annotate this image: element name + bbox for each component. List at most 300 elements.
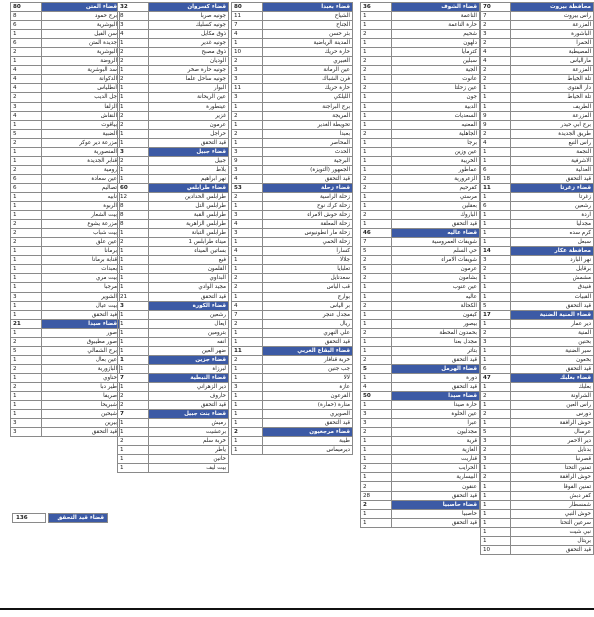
table-row: [11, 120, 120, 129]
row-count: 1: [481, 319, 511, 328]
row-location: سن الفيل: [42, 30, 120, 39]
row-location: الكحالة: [392, 301, 480, 310]
section-header: [118, 147, 229, 156]
district-table: [10, 2, 120, 437]
row-count: 2: [11, 382, 42, 391]
section-total: 80: [232, 3, 263, 12]
row-location: طرابلس الحدادين: [149, 192, 229, 201]
row-count: 3: [232, 93, 263, 102]
row-count: 2: [232, 129, 263, 138]
row-count: 2: [11, 165, 42, 174]
table-row: [361, 192, 480, 201]
table-row: [11, 401, 120, 410]
row-location: بر الياس: [263, 301, 353, 310]
row-location: جونيه صربا: [149, 12, 229, 21]
table-row: [118, 192, 229, 201]
row-location: تمنين الفوقا: [511, 482, 594, 491]
row-count: 1: [361, 165, 392, 174]
column-3: [231, 2, 353, 455]
row-count: 1: [361, 202, 392, 211]
row-count: 1: [361, 93, 392, 102]
row-count: 3: [232, 229, 263, 238]
table-row: [118, 346, 229, 355]
table-row: [361, 84, 480, 93]
table-row: [11, 220, 120, 229]
row-location: المزرعة: [511, 21, 594, 30]
section-total: 11: [481, 183, 511, 192]
table-row: [361, 48, 480, 57]
table-row: [232, 274, 353, 283]
row-count: 1: [232, 364, 263, 373]
table-row: [481, 30, 594, 39]
row-count: 1: [481, 211, 511, 220]
row-location: ذوق مكايل: [149, 30, 229, 39]
row-count: 1: [118, 265, 149, 274]
table-row: [232, 410, 353, 419]
row-count: 1: [361, 120, 392, 129]
table-row: [118, 382, 229, 391]
row-location: المنصورية: [42, 147, 120, 156]
table-row: [232, 229, 353, 238]
row-location: منارة (حمارة): [263, 401, 353, 410]
row-count: 1: [11, 401, 42, 410]
row-location: قيد التحقق: [511, 301, 594, 310]
row-location: قيد التحقق: [392, 220, 480, 229]
row-location: عينطورة: [149, 102, 229, 111]
row-location: البيسارية: [392, 473, 480, 482]
table-row: [481, 147, 594, 156]
row-count: 2: [11, 364, 42, 373]
row-count: 2: [361, 30, 392, 39]
section-title: قضاء بعلبك: [511, 373, 594, 382]
table-row: [481, 75, 594, 84]
row-location: زحلة الراسية: [263, 192, 353, 201]
table-row: [11, 229, 120, 238]
row-count: 1: [11, 247, 42, 256]
table-row: [232, 84, 353, 93]
table-row: [361, 274, 480, 283]
table-row: [11, 102, 120, 111]
row-count: 1: [118, 138, 149, 147]
row-location: حناوي: [42, 373, 120, 382]
section-header: [118, 373, 229, 382]
row-count: 2: [118, 156, 149, 165]
row-count: 1: [232, 256, 263, 265]
row-count: 2: [11, 229, 42, 238]
table-row: [481, 174, 594, 183]
row-location: الباروك: [392, 211, 480, 220]
row-location: سبلين: [392, 57, 480, 66]
row-location: جل الديب: [42, 93, 120, 102]
row-count: 1: [481, 527, 511, 536]
row-count: 1: [361, 21, 392, 30]
row-location: الغبيري: [263, 57, 353, 66]
table-row: [118, 392, 229, 401]
table-row: [118, 39, 229, 48]
row-count: 1: [11, 283, 42, 292]
row-count: 1: [118, 310, 149, 319]
table-row: [481, 500, 594, 509]
row-count: 2: [361, 355, 392, 364]
table-row: [481, 392, 594, 401]
table-row: [118, 48, 229, 57]
row-count: 4: [11, 66, 42, 75]
row-count: 1: [481, 229, 511, 238]
row-location: المريجة: [263, 111, 353, 120]
section-header: [481, 310, 594, 319]
row-count: 1: [481, 518, 511, 527]
table-row: [118, 66, 229, 75]
table-row: [118, 75, 229, 84]
section-header: [11, 3, 120, 12]
row-location: بعبدا: [263, 129, 353, 138]
row-count: 3: [481, 30, 511, 39]
row-count: 2: [361, 428, 392, 437]
section-total: 7: [118, 410, 149, 419]
table-row: [232, 93, 353, 102]
row-location: عين سعادة: [42, 174, 120, 183]
row-count: 11: [232, 84, 263, 93]
bottom-divider: [0, 608, 594, 610]
table-row: [118, 156, 229, 165]
row-location: الدكوانة: [42, 75, 120, 84]
row-count: 2: [118, 75, 149, 84]
row-count: 3: [232, 147, 263, 156]
table-row: [118, 57, 229, 66]
table-row: [118, 437, 229, 446]
row-location: علي النهري: [263, 328, 353, 337]
row-location: طيبة: [263, 437, 353, 446]
row-location: الجناح: [263, 21, 353, 30]
row-count: 1: [481, 482, 511, 491]
row-count: 4: [232, 30, 263, 39]
table-row: [481, 129, 594, 138]
row-location: عين عنوب: [392, 283, 480, 292]
row-location: حانين: [149, 455, 229, 464]
row-location: دير عمار: [511, 319, 594, 328]
row-count: 3: [361, 410, 392, 419]
row-count: 1: [481, 274, 511, 283]
row-location: دلهون: [392, 39, 480, 48]
row-count: 1: [361, 12, 392, 21]
row-location: شمسطار: [511, 500, 594, 509]
table-row: [11, 428, 120, 437]
section-total: 11: [232, 346, 263, 355]
row-count: 1: [481, 500, 511, 509]
table-row: [232, 337, 353, 346]
row-count: 1: [11, 328, 42, 337]
row-location: قيد التحقق: [42, 428, 120, 437]
section-header: [232, 183, 353, 192]
row-location: الناعمة: [392, 12, 480, 21]
row-count: 1: [481, 93, 511, 102]
table-row: [118, 238, 229, 247]
row-location: حاروف: [149, 392, 229, 401]
row-count: 12: [118, 192, 149, 201]
row-count: 7: [232, 310, 263, 319]
row-location: الغازية: [392, 446, 480, 455]
table-row: [11, 165, 120, 174]
table-row: [361, 328, 480, 337]
row-count: 1: [11, 301, 42, 310]
row-location: بترومين: [149, 328, 229, 337]
row-location: عين الريحانة: [149, 93, 229, 102]
table-row: [481, 93, 594, 102]
row-count: 8: [118, 12, 149, 21]
section-title: قضاء زغرتا: [511, 183, 594, 192]
section-total: 7: [118, 373, 149, 382]
table-row: [361, 256, 480, 265]
row-location: قرية: [392, 437, 480, 446]
row-location: نهر ابراهيم: [149, 174, 229, 183]
row-count: 3: [11, 419, 42, 428]
row-location: مجدل بعنا: [392, 337, 480, 346]
table-row: [232, 220, 353, 229]
table-row: [118, 30, 229, 39]
row-location: حوش الرافقة: [511, 473, 594, 482]
section-total: 1: [118, 355, 149, 364]
grand-total-label: قضاء قيد التحقق: [48, 513, 108, 523]
row-count: 1: [361, 401, 392, 410]
row-location: قيد التحقق: [263, 419, 353, 428]
row-location: ديرميماس: [263, 446, 353, 455]
table-row: [232, 174, 353, 183]
row-count: 2: [481, 265, 511, 274]
section-header: [118, 183, 229, 192]
table-row: [11, 283, 120, 292]
row-location: الحدث: [263, 147, 353, 156]
table-row: [11, 39, 120, 48]
row-count: 1: [118, 93, 149, 102]
row-count: 2: [361, 274, 392, 283]
row-location: البوشرية: [42, 48, 120, 57]
table-row: [361, 183, 480, 192]
table-row: [361, 464, 480, 473]
row-count: 3: [481, 437, 511, 446]
row-location: بيصور: [392, 319, 480, 328]
row-location: الشراونة: [511, 392, 594, 401]
table-row: [11, 174, 120, 183]
table-row: [232, 21, 353, 30]
table-row: [232, 419, 353, 428]
table-row: [118, 310, 229, 319]
row-location: برج الشمالي: [42, 346, 120, 355]
column-1: [10, 2, 120, 437]
row-count: 1: [361, 319, 392, 328]
row-location: سعدنايل: [263, 274, 353, 283]
row-location: بلاط: [149, 165, 229, 174]
row-count: 4: [481, 48, 511, 57]
table-row: [118, 428, 229, 437]
row-location: صور: [42, 328, 120, 337]
table-row: [11, 93, 120, 102]
table-row: [481, 319, 594, 328]
column-2: [117, 2, 229, 473]
row-location: نبي شيت: [511, 527, 594, 536]
table-row: [118, 174, 229, 183]
row-count: 6: [11, 183, 42, 192]
row-location: ياطر: [149, 446, 229, 455]
table-row: [118, 274, 229, 283]
table-row: [481, 202, 594, 211]
section-total: 2: [232, 428, 263, 437]
row-count: 1: [481, 346, 511, 355]
table-row: [481, 220, 594, 229]
table-row: [11, 337, 120, 346]
table-row: [11, 138, 120, 147]
row-location: طرابلس الزاهرية: [149, 220, 229, 229]
row-count: 1: [361, 138, 392, 147]
row-count: 4: [481, 138, 511, 147]
row-location: طرابلس التل: [149, 202, 229, 211]
section-title: محافظة بيروت: [511, 3, 594, 12]
row-location: عين بعال: [42, 355, 120, 364]
table-row: [361, 30, 480, 39]
row-location: بساتين الميناء: [149, 247, 229, 256]
table-row: [361, 138, 480, 147]
row-location: برعشيت: [149, 428, 229, 437]
row-location: مزرعة دير عوكر: [42, 138, 120, 147]
table-row: [11, 66, 120, 75]
section-header: [11, 319, 120, 328]
row-location: كرم سده: [511, 229, 594, 238]
row-location: جونيه كسليك: [149, 21, 229, 30]
row-count: 1: [118, 229, 149, 238]
row-location: المزرعة: [511, 111, 594, 120]
row-count: 2: [361, 464, 392, 473]
row-location: زحلة المعلقة: [263, 220, 353, 229]
row-location: عرمون: [392, 265, 480, 274]
row-count: 3: [232, 75, 263, 84]
row-location: رشعين: [511, 202, 594, 211]
row-location: البوار: [149, 84, 229, 93]
row-count: 1: [232, 202, 263, 211]
row-location: كسارا: [263, 247, 353, 256]
table-row: [232, 102, 353, 111]
row-count: 1: [481, 491, 511, 500]
table-row: [361, 518, 480, 527]
row-count: 1: [481, 84, 511, 93]
row-count: 1: [11, 30, 42, 39]
row-location: بيت عيال: [42, 301, 120, 310]
row-location: زحلة كرك نوح: [263, 202, 353, 211]
table-row: [11, 274, 120, 283]
row-count: 9: [481, 120, 511, 129]
table-row: [118, 129, 229, 138]
row-location: فيع: [149, 256, 229, 265]
table-row: [11, 364, 120, 373]
table-row: [481, 482, 594, 491]
row-count: 9: [481, 111, 511, 120]
row-count: 1: [361, 292, 392, 301]
row-location: الوديان: [149, 57, 229, 66]
section-header: [232, 428, 353, 437]
row-count: 1: [232, 337, 263, 346]
row-count: 1: [361, 373, 392, 382]
section-title: قضاء الهرمل: [392, 364, 480, 373]
table-row: [232, 292, 353, 301]
row-count: 2: [481, 39, 511, 48]
section-total: 60: [118, 183, 149, 192]
row-location: العدلية: [511, 165, 594, 174]
row-location: المعنيه: [392, 120, 480, 129]
table-row: [361, 346, 480, 355]
row-location: حارة صيدا: [392, 401, 480, 410]
row-count: 2: [361, 256, 392, 265]
row-location: تعلبايا: [263, 265, 353, 274]
table-row: [232, 319, 353, 328]
row-location: ريال: [263, 319, 353, 328]
row-count: 2: [481, 446, 511, 455]
row-location: جبيل: [149, 156, 229, 165]
row-count: 1: [481, 509, 511, 518]
row-location: كترمايا: [392, 48, 480, 57]
row-count: 5: [481, 301, 511, 310]
row-location: عين الرمانة: [263, 66, 353, 75]
table-row: [232, 165, 353, 174]
row-location: لبرزاة: [149, 364, 229, 373]
row-count: 1: [481, 283, 511, 292]
table-row: [361, 319, 480, 328]
row-location: جون: [392, 93, 480, 102]
row-location: قيد التحقق: [263, 174, 353, 183]
table-row: [232, 364, 353, 373]
table-row: [361, 437, 480, 446]
row-count: 1: [361, 283, 392, 292]
table-row: [361, 265, 480, 274]
table-row: [232, 75, 353, 84]
table-row: [361, 337, 480, 346]
row-location: تلة الخياط: [511, 75, 594, 84]
row-location: القبيات: [511, 292, 594, 301]
row-count: 2: [361, 84, 392, 93]
row-location: برمانا: [42, 247, 120, 256]
table-row: [361, 75, 480, 84]
table-row: [11, 48, 120, 57]
table-row: [11, 57, 120, 66]
section-header: [118, 410, 229, 419]
row-count: 1: [232, 410, 263, 419]
table-row: [232, 256, 353, 265]
section-total: 32: [118, 3, 149, 12]
row-location: عين وزين: [392, 147, 480, 156]
row-count: 1: [11, 120, 42, 129]
row-location: دير الزهراني: [149, 382, 229, 391]
row-count: 1: [118, 84, 149, 93]
district-table: [480, 2, 594, 555]
row-count: 1: [118, 165, 149, 174]
table-row: [361, 39, 480, 48]
row-count: 1: [118, 464, 149, 473]
table-row: [118, 319, 229, 328]
row-count: 1: [361, 75, 392, 84]
row-count: 2: [361, 328, 392, 337]
row-count: 4: [232, 174, 263, 183]
table-row: [11, 30, 120, 39]
section-total: 5: [361, 364, 392, 373]
section-header: [361, 500, 480, 509]
row-count: 2: [481, 75, 511, 84]
row-count: 3: [118, 21, 149, 30]
row-count: 1: [481, 147, 511, 156]
row-count: 1: [11, 57, 42, 66]
row-location: حارة حريك: [263, 48, 353, 57]
table-row: [232, 437, 353, 446]
row-count: 8: [118, 211, 149, 220]
row-count: 4: [481, 57, 511, 66]
row-location: بعقلين: [392, 202, 480, 211]
row-count: 10: [481, 545, 511, 554]
